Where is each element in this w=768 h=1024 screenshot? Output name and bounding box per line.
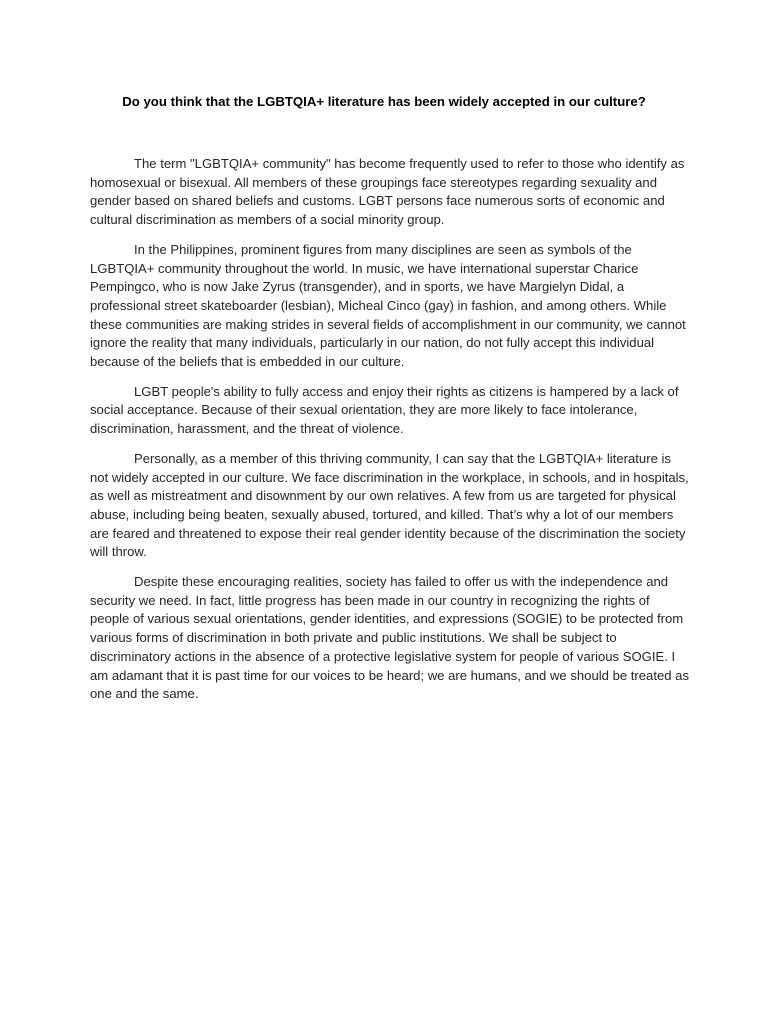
document-body [90,155,690,715]
paragraph-conclusion: Despite these encouraging realities, society has failed to offer us with the independence and security we need. In fact, little progress has been made in our country in recognizing the rights of people of various sexual orientations, gender identities, and expressions (SOGIE) to be protected from various forms of discrimination in both private and public institutions. We shall be subject to discriminatory actions in the absence of a protective legislative system for people of various SOGIE. I am adamant that it is past time for our voices to be heard; we are humans, and we should be treated as one and the same. [90,574,690,702]
paragraph-intro: The term "LGBTQIA+ community" has become frequently used to refer to those who identify as homosexual or bisexual. All members of these groupings face stereotypes regarding sexuality and gender based on shared beliefs and customs. LGBT persons face numerous sorts of economic and cultural discrimination as members of a social minority group. [90,156,685,228]
paragraph-personal: Personally, as a member of this thriving community, I can say that the LGBTQIA+ literature is not widely accepted in our culture. We face discrimination in the workplace, in schools, and in hospitals, as well as mistreatment and disownment by our own relatives. A few from us are targeted for physical abuse, including being beaten, sexually abused, tortured, and killed. That’s why a lot of our members are feared and threatened to expose their real gender identity because of the discrimination the society will throw. [90,450,689,560]
paragraph-social-acceptance: LGBT people's ability to fully access and enjoy their rights as citizens is hampered by a lack of social acceptance. Because of their sexual orientation, they are more likely to face intolerance, discrimination, harassment, and the threat of violence. [90,383,679,437]
paragraph-philippines: In the Philippines, prominent figures from many disciplines are seen as symbols of the LGBTQIA+ community throughout the world. In music, we have international superstar Charice Pempingco, who is now Jake Zyrus (transgender), and in sports, we have Margielyn Didal, a professional street skateboarder (lesbian), Micheal Cinco (gay) in fashion, and among others. While these communities are making strides in several fields of accomplishment in our community, we cannot ignore the reality that many individuals, particularly in our nation, do not fully accept this individual because of the beliefs that is embedded in our culture. [90,241,686,370]
document-title: Do you think that the LGBTQIA+ literature has been widely accepted in our culture? [122,94,646,109]
